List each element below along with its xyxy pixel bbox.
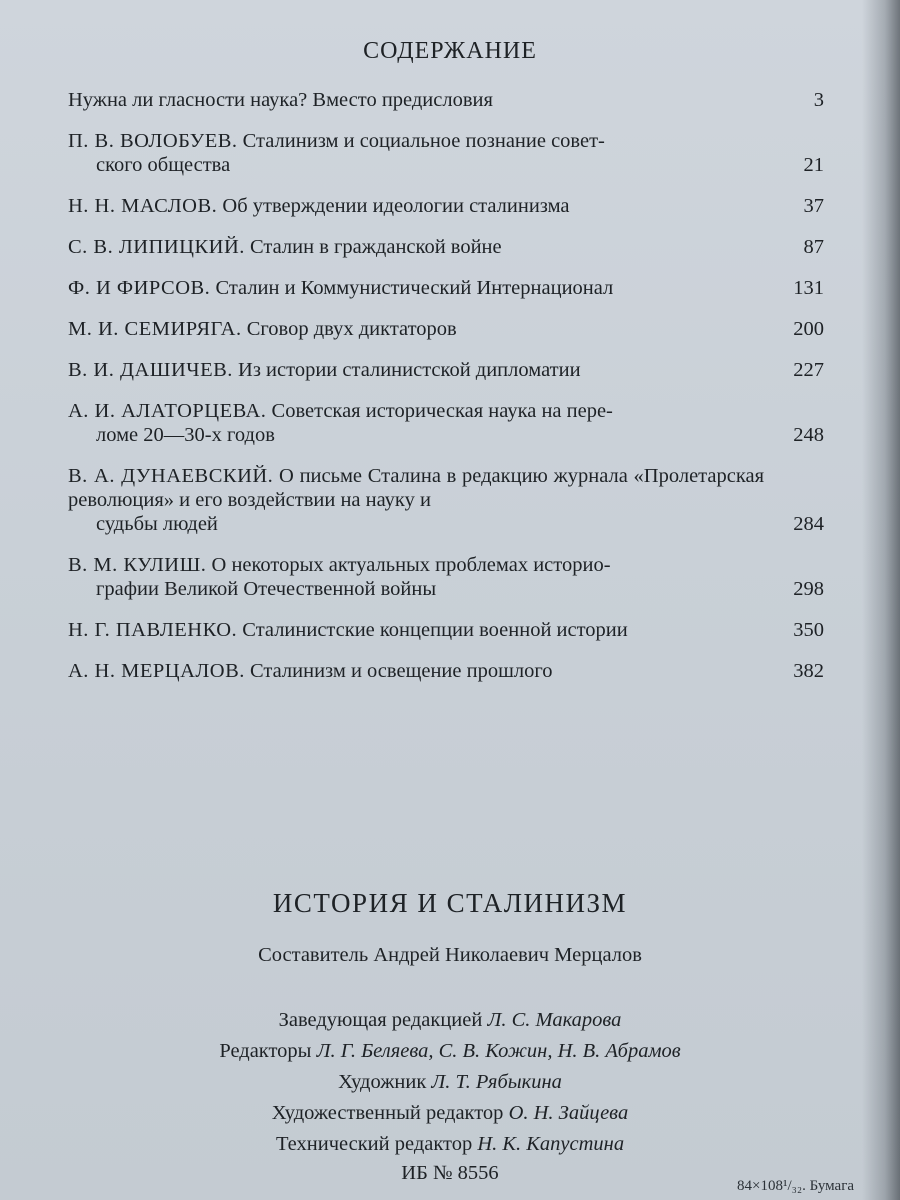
toc-entry — [68, 553, 824, 601]
credit-role: Редакторы — [219, 1040, 312, 1062]
toc-title: О письме Сталина в редакцию журнала «Пролетарская революция» и его воздействии на науку и — [68, 465, 764, 511]
toc-entry — [68, 358, 824, 382]
credit-name: Н. К. Капустина — [477, 1133, 625, 1155]
ib-number: ИБ № 8556 — [401, 1162, 499, 1184]
toc-entry — [68, 618, 824, 642]
toc-author: В. М. КУЛИШ. — [68, 554, 207, 576]
toc-page-number: 350 — [793, 619, 824, 641]
toc-page-number: 382 — [793, 660, 824, 682]
credit-name: Л. Т. Рябыкина — [431, 1071, 562, 1093]
toc-title: Сговор двух диктаторов — [246, 318, 457, 340]
toc-title-continuation: графии Великой Отечественной войны — [96, 578, 437, 600]
credit-line — [0, 1067, 900, 1098]
toc-title: Об утверждении идеологии сталинизма — [222, 195, 570, 217]
table-of-contents — [68, 88, 824, 700]
toc-entry — [68, 399, 824, 447]
toc-page-number: 3 — [813, 89, 824, 111]
toc-title: Сталинизм и освещение прошлого — [250, 660, 553, 682]
toc-entry — [68, 317, 824, 341]
toc-title: Сталинистские концепции военной истории — [242, 619, 628, 641]
credit-role: Заведующая редакцией — [278, 1009, 483, 1031]
credit-line — [0, 1098, 900, 1129]
toc-author: М. И. СЕМИРЯГА. — [68, 318, 242, 340]
toc-author: В. И. ДАШИЧЕВ. — [68, 359, 233, 381]
credit-name: Л. С. Макарова — [487, 1009, 622, 1031]
toc-page-number: 87 — [803, 236, 824, 258]
credit-name: Л. Г. Беляева, С. В. Кожин, Н. В. Абрамов — [316, 1040, 681, 1062]
toc-title: Советская историческая наука на пере- — [271, 400, 613, 422]
corner-print-info: 84×108¹/₃₂. Бумага — [737, 1178, 854, 1194]
toc-author: А. И. АЛАТОРЦЕВА. — [68, 400, 267, 422]
credit-line — [0, 1036, 900, 1067]
toc-author: А. Н. МЕРЦАЛОВ. — [68, 660, 245, 682]
toc-page-number: 284 — [793, 513, 824, 535]
credit-name: О. Н. Зайцева — [508, 1102, 629, 1124]
toc-page-number: 248 — [793, 424, 824, 446]
toc-title: О некоторых актуальных проблемах историо- — [211, 554, 611, 576]
toc-title: Сталин и Коммунистический Интернационал — [215, 277, 614, 299]
toc-author: П. В. ВОЛОБУЕВ. — [68, 130, 238, 152]
compiler-line: Составитель Андрей Николаевич Мерцалов — [258, 944, 642, 966]
credits-block — [0, 1005, 900, 1160]
toc-entry — [68, 235, 824, 259]
toc-page-number: 227 — [793, 359, 824, 381]
toc-page-number: 37 — [803, 195, 824, 217]
toc-title: Нужна ли гласности наука? Вместо предисловия — [68, 89, 493, 111]
toc-entry — [68, 276, 824, 300]
credit-line — [0, 1129, 900, 1160]
toc-author: Н. Н. МАСЛОВ. — [68, 195, 218, 217]
credit-line — [0, 1005, 900, 1036]
toc-page-number: 131 — [793, 277, 824, 299]
toc-heading: СОДЕРЖАНИЕ — [363, 38, 537, 64]
toc-author: С. В. ЛИПИЦКИЙ. — [68, 236, 245, 258]
toc-entry — [68, 88, 824, 112]
toc-entry — [68, 194, 824, 218]
toc-author: Ф. И ФИРСОВ. — [68, 277, 211, 299]
toc-title-continuation: судьбы людей — [96, 513, 218, 535]
toc-title: Сталинизм и социальное познание совет- — [242, 130, 605, 152]
toc-author: В. А. ДУНАЕВСКИЙ. — [68, 465, 274, 487]
book-title: ИСТОРИЯ И СТАЛИНИЗМ — [272, 888, 628, 918]
toc-title: Из истории сталинистской дипломатии — [238, 359, 581, 381]
toc-author: Н. Г. ПАВЛЕНКО. — [68, 619, 238, 641]
toc-entry — [68, 659, 824, 683]
toc-page-number: 200 — [793, 318, 824, 340]
toc-title-continuation: ского общества — [96, 154, 231, 176]
toc-entry — [68, 464, 824, 536]
toc-entry — [68, 129, 824, 177]
toc-title: Сталин в гражданской войне — [250, 236, 502, 258]
toc-page-number: 21 — [803, 154, 824, 176]
credit-role: Технический редактор — [275, 1133, 473, 1155]
toc-page-number: 298 — [793, 578, 824, 600]
credit-role: Художник — [338, 1071, 427, 1093]
credit-role: Художественный редактор — [271, 1102, 504, 1124]
toc-title-continuation: ломе 20—30-х годов — [96, 424, 275, 446]
